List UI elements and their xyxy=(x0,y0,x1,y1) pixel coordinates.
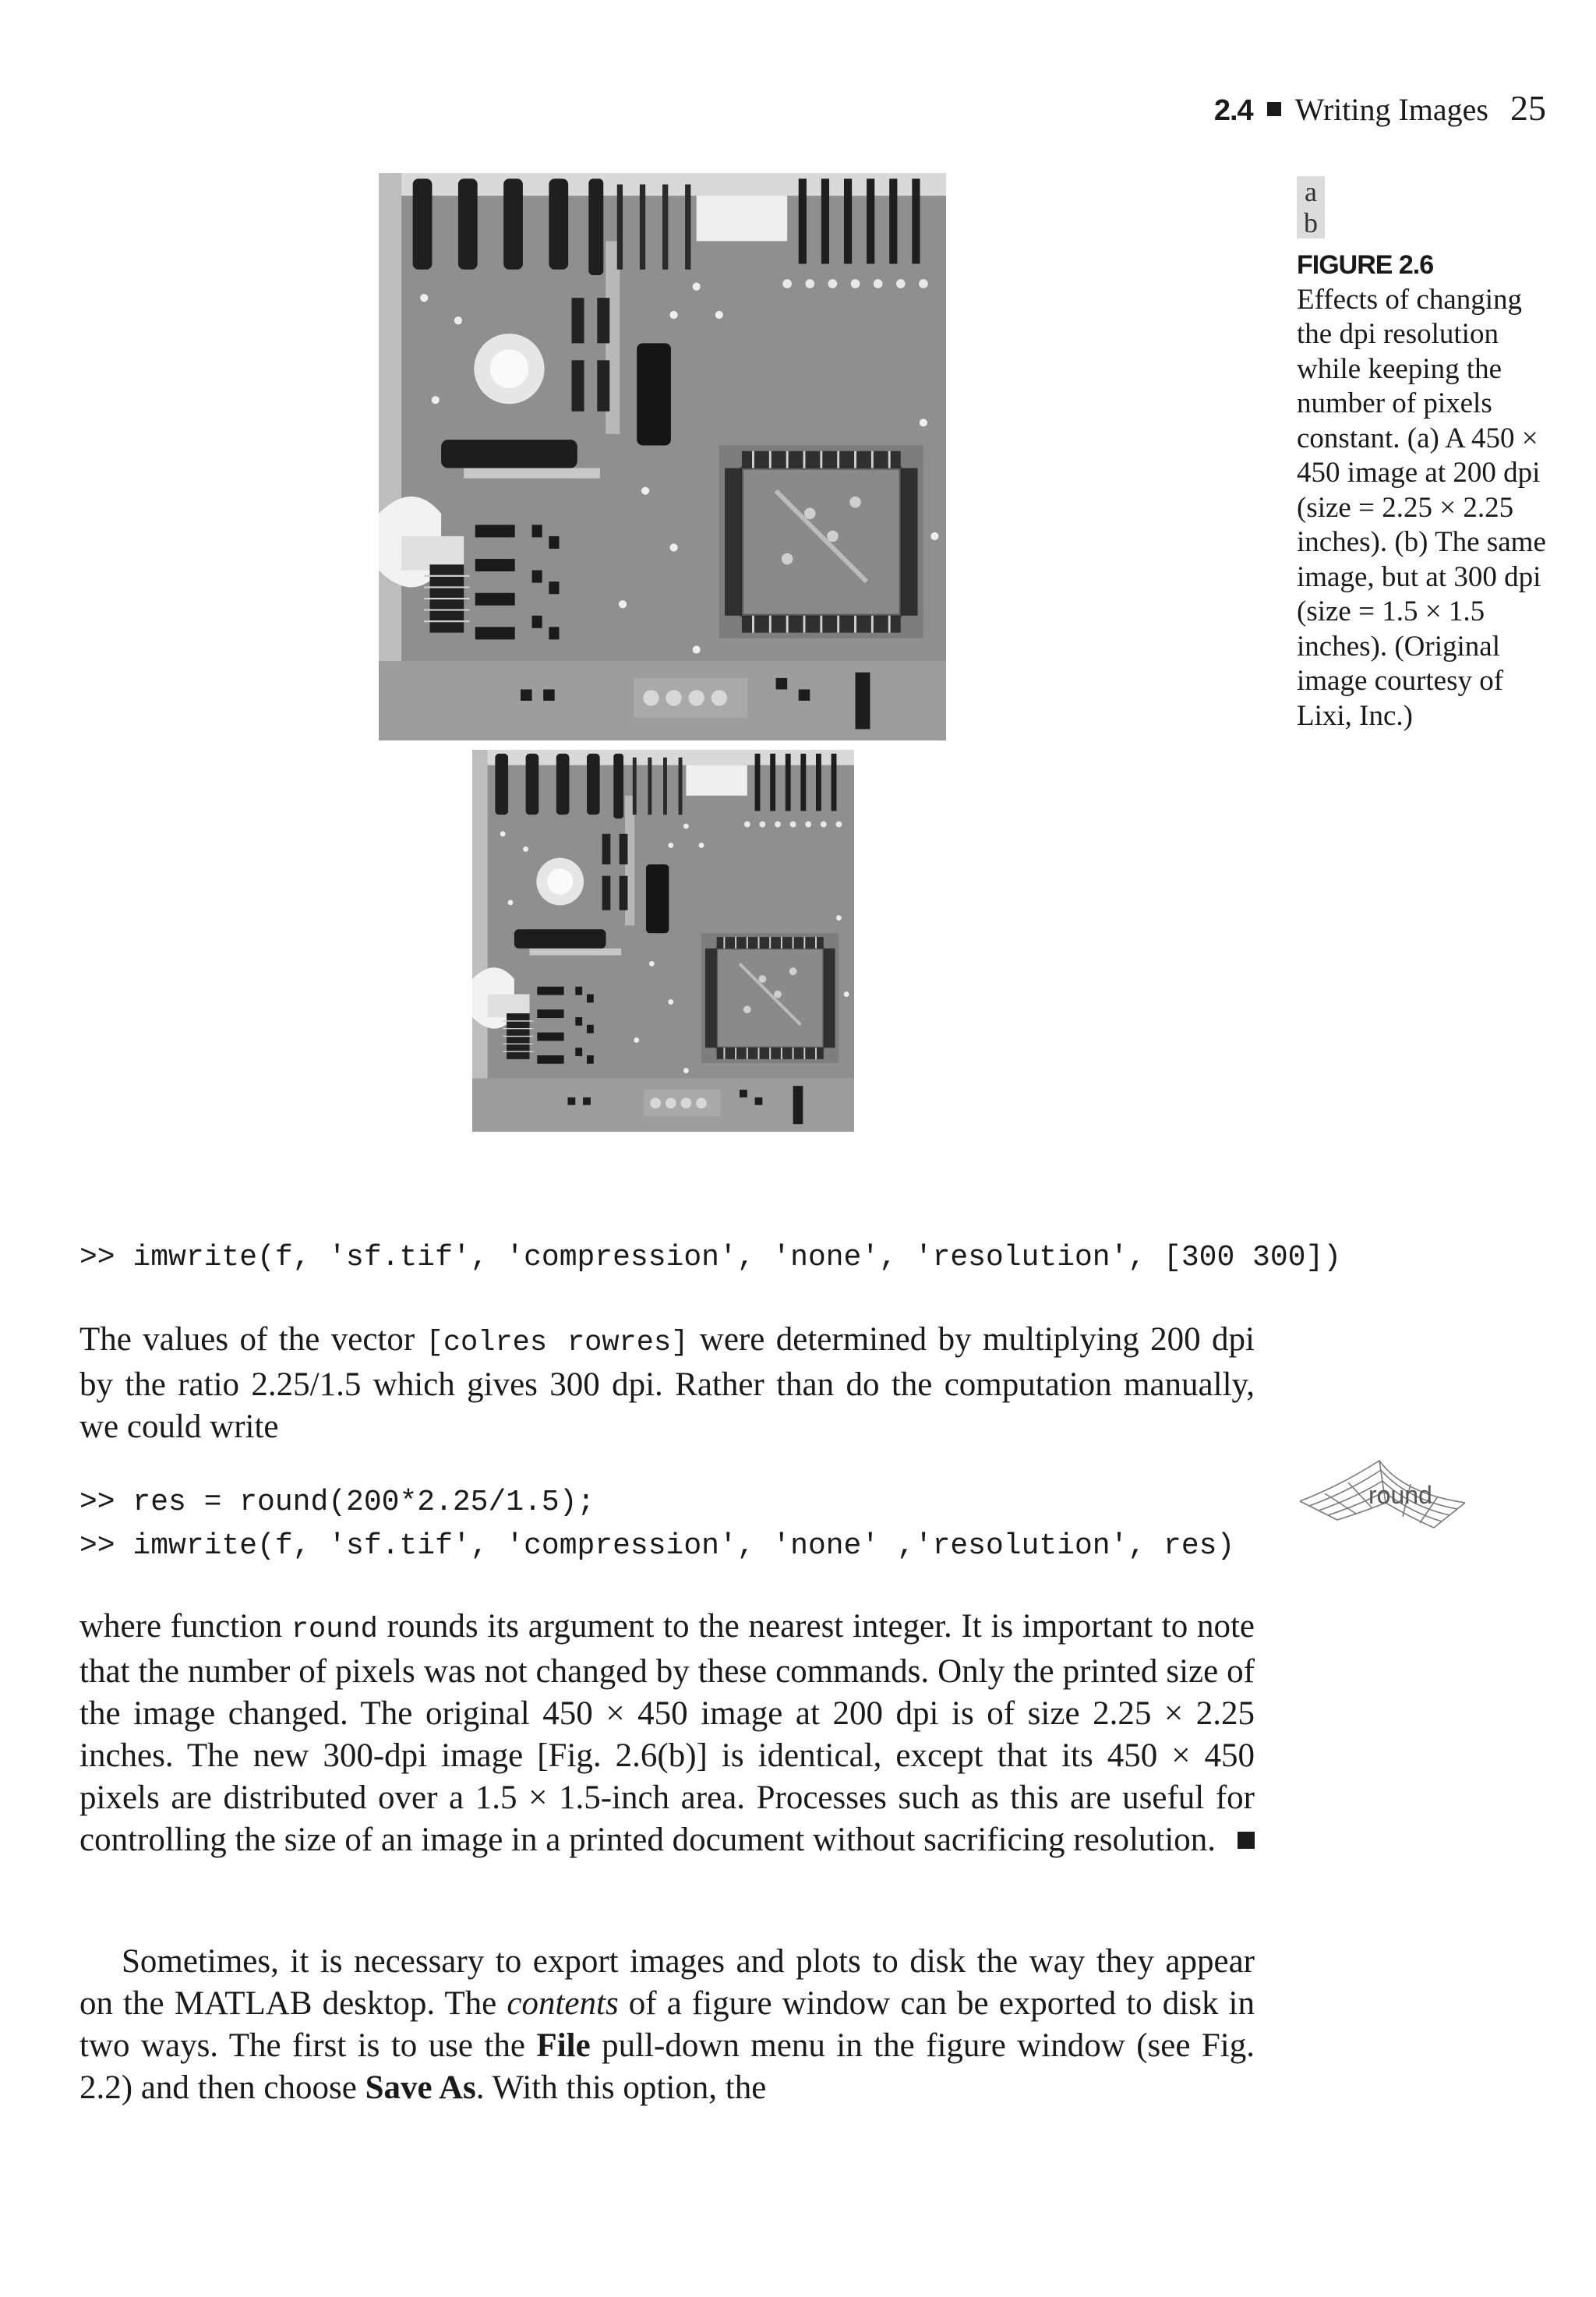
paragraph-2 xyxy=(79,1606,1255,1861)
panel-letters xyxy=(1297,176,1328,239)
para3-text-a: Sometimes, it is necessary to export images and plots to disk the way they appear on the MATLAB desktop. The xyxy=(79,1943,1255,2022)
figure-caption-text: Effects of changing the dpi resolution while keeping the number of pixels constant. (a) A 450 × 450 image at 200 dpi (size = 2.25 × 2.25 inches). (b) The same image, but at 300 dpi (size = 1.5 × 1.5 inches). (Original image courtesy of Lixi, Inc.) xyxy=(1297,283,1546,732)
code-block-2 xyxy=(79,1481,1234,1568)
figure-label: FIGURE 2.6 xyxy=(1297,250,1434,280)
para1-text-a: The values of the vector xyxy=(79,1321,426,1358)
para1-text-b: were determined by multiplying 200 dpi by the ratio 2.25/1.5 which gives 300 dpi. Rather than do the computation manually, we could write xyxy=(79,1321,1255,1445)
para3-text-b: of a figure window can be exported to disk in two ways. The first is to use the xyxy=(79,1985,1255,2064)
header-bullet xyxy=(1267,102,1281,116)
para3-emphasis: contents xyxy=(507,1985,619,2022)
para2-text-a: where function xyxy=(79,1608,291,1645)
end-of-example-mark xyxy=(1238,1832,1255,1849)
page-number: 25 xyxy=(1510,88,1546,128)
figure-panel-b-circuit-image xyxy=(472,750,854,1132)
code-block-2-line-1: >> res = round(200*2.25/1.5); xyxy=(79,1486,595,1519)
para3-text-c: pull-down menu in the figure window (see Fig. 2.2) and then choose xyxy=(79,2027,1255,2106)
panel-letter-a: a xyxy=(1297,176,1325,207)
circuit-board-image-b xyxy=(472,750,854,1132)
paragraph-3 xyxy=(79,1941,1255,2109)
section-number: 2.4 xyxy=(1213,94,1253,127)
margin-function-icon xyxy=(1294,1454,1473,1540)
figure-panel-a-circuit-image xyxy=(379,173,946,740)
para2-code: round xyxy=(291,1613,378,1646)
panel-letter-b: b xyxy=(1297,207,1325,239)
code-block-1: >> imwrite(f, 'sf.tif', 'compression', 'none', 'resolution', [300 300]) xyxy=(79,1241,1342,1274)
code-block-2-line-2: >> imwrite(f, 'sf.tif', 'compression', 'none' ,'resolution', res) xyxy=(79,1529,1235,1563)
para1-code: [colres rowres] xyxy=(425,1327,689,1359)
para3-bold-file: File xyxy=(536,2027,591,2064)
para3-text-d: . With this option, the xyxy=(475,2069,767,2106)
figure-caption xyxy=(1297,176,1562,733)
section-title: Writing Images xyxy=(1294,92,1488,127)
para2-text-b: rounds its argument to the nearest integer. It is important to note that the number of pixels was not changed by these commands. Only the printed size of the image changed. The original 450 × 450 image at 200 dpi is of size 2.25 × 2.25 inches. The new 300-dpi image [Fig. 2.6(b)] is identical, except that its 450 × 450 pixels are distributed over a 1.5 × 1.5-inch area. Processes such as this are useful for controlling the size of an image in a printed document without sacrificing resolution. xyxy=(79,1608,1255,1858)
running-header xyxy=(1214,87,1546,129)
margin-icon-label: round xyxy=(1368,1481,1432,1509)
para3-bold-save-as: Save As xyxy=(365,2069,476,2106)
paragraph-1 xyxy=(79,1319,1255,1448)
circuit-board-image-a xyxy=(379,173,946,740)
